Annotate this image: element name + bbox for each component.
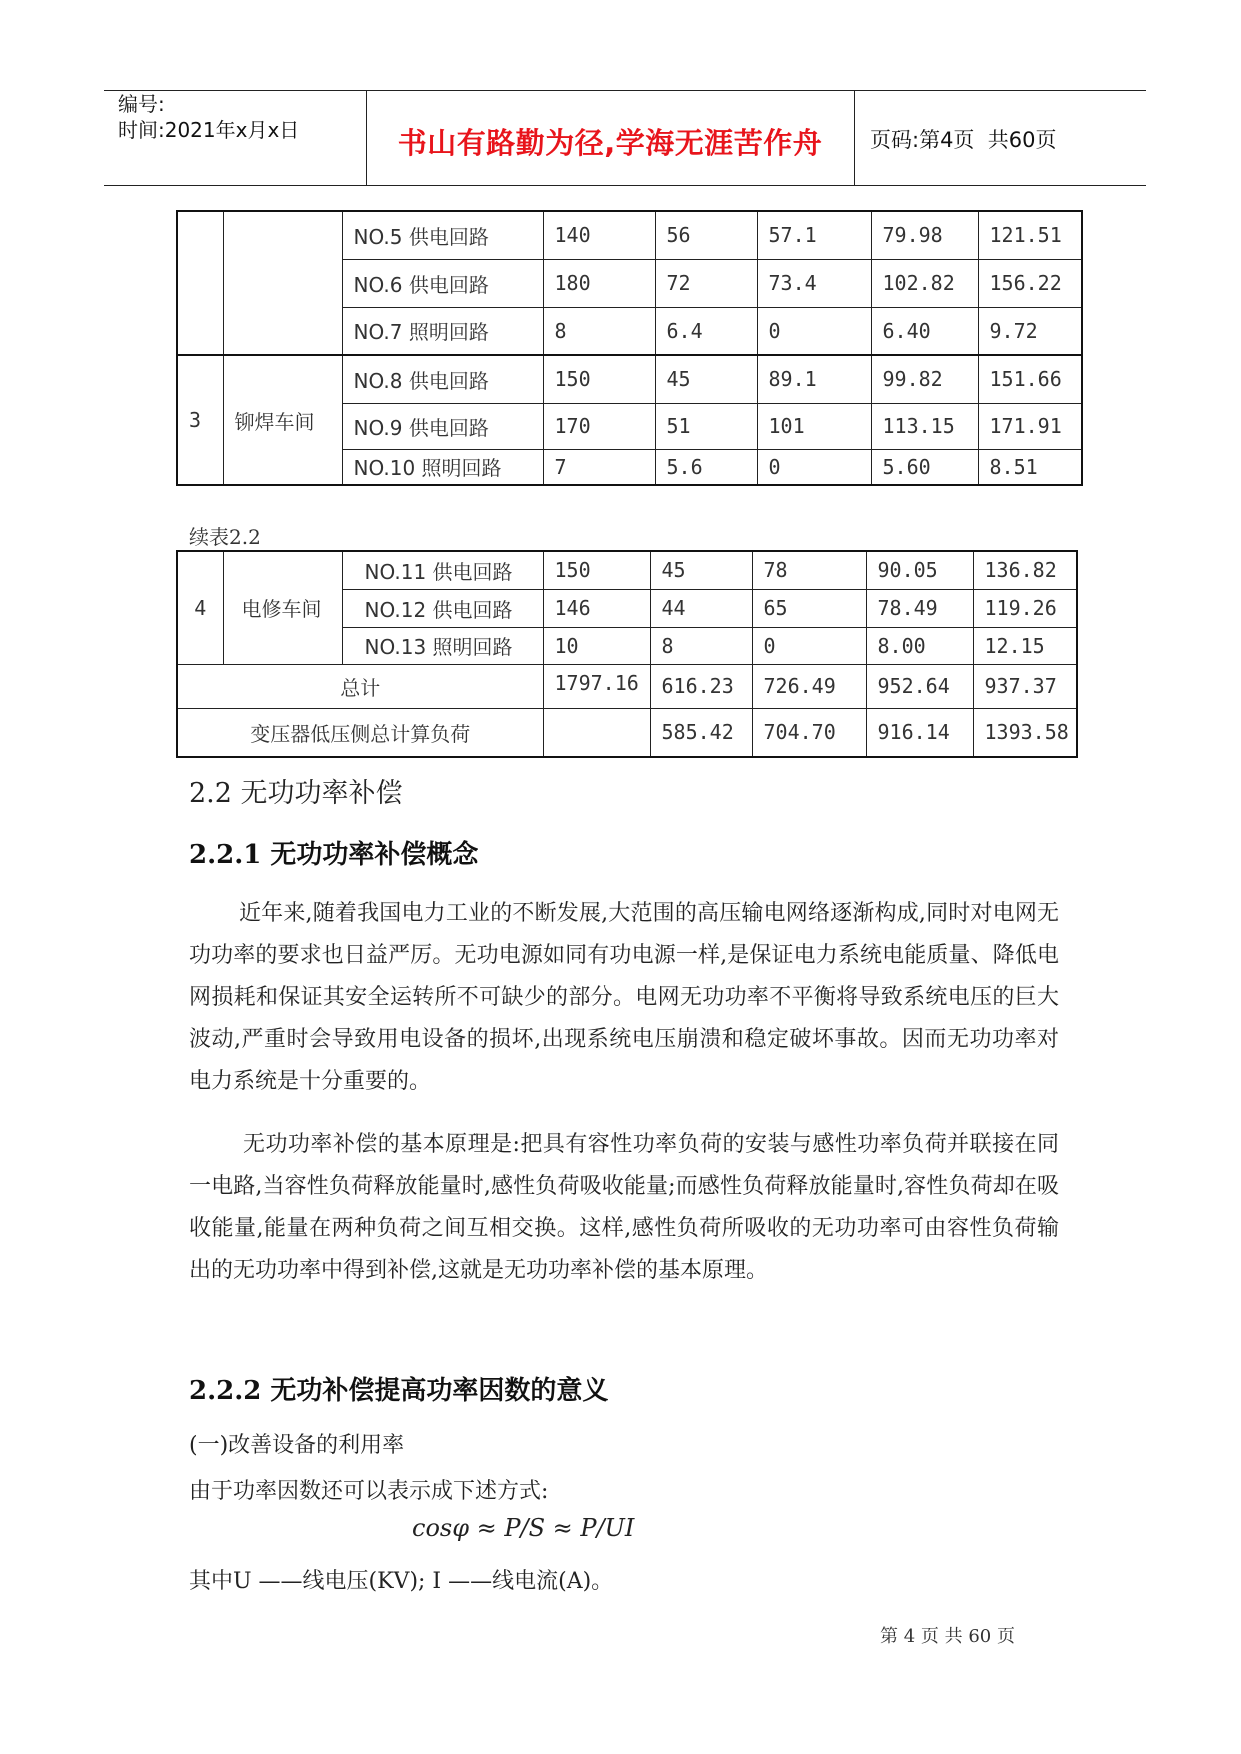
table-cell: 151.66 bbox=[978, 355, 1082, 403]
paragraph-2: 无功功率补偿的基本原理是:把具有容性功率负荷的安装与感性功率负荷并联接在同一电路,当容性负荷释放能量时,感性负荷吸收能量;而感性负荷释放能量时,容性负荷却在吸收能量,能量在两种负荷之间互相交换。这样,感性负荷所吸收的无功功率可由容性负荷输出的无功功率中得到补偿,这就是无功功率补偿的基本原理。 bbox=[189, 1132, 1059, 1283]
table-cell: 150 bbox=[543, 551, 650, 589]
header-meta bbox=[118, 91, 299, 143]
circuit-cell: NO.5 供电回路 bbox=[342, 211, 543, 259]
table-cell: 6.4 bbox=[655, 307, 757, 355]
table-cell: 8.51 bbox=[978, 449, 1082, 485]
table-cell: 79.98 bbox=[871, 211, 978, 259]
table-cell: 102.82 bbox=[871, 259, 978, 307]
circuit-cell: NO.10 照明回路 bbox=[342, 449, 543, 485]
table-cell: 90.05 bbox=[866, 551, 973, 589]
header-motto: 书山有路勤为径,学海无涯苦作舟 bbox=[397, 126, 823, 160]
circuit-cell: NO.13 照明回路 bbox=[342, 627, 543, 664]
table-row bbox=[177, 211, 1082, 259]
table-cell: 170 bbox=[543, 403, 655, 449]
table-cell: 916.14 bbox=[866, 708, 973, 757]
table-cell: 45 bbox=[655, 355, 757, 403]
table-cell bbox=[543, 708, 650, 757]
transformer-row bbox=[177, 708, 1077, 757]
text-line: 其中U ——线电压(KV); I ——线电流(A)。 bbox=[189, 1569, 614, 1594]
table-cell: 616.23 bbox=[650, 664, 752, 708]
table-cell bbox=[177, 211, 223, 355]
table-cell: 51 bbox=[655, 403, 757, 449]
table-cell: 0 bbox=[752, 627, 866, 664]
doc-time-label: 时间:2021年x月x日 bbox=[118, 118, 300, 142]
total-row bbox=[177, 664, 1077, 708]
table-cell: 113.15 bbox=[871, 403, 978, 449]
list-item: (一)改善设备的利用率 bbox=[189, 1433, 405, 1458]
table-cell: 78.49 bbox=[866, 589, 973, 627]
table-row bbox=[177, 551, 1077, 589]
page-header bbox=[104, 90, 1146, 186]
table-cell: 150 bbox=[543, 355, 655, 403]
table-cell: 1797.16 bbox=[543, 664, 650, 708]
table-cell: 704.70 bbox=[752, 708, 866, 757]
circuit-cell: NO.6 供电回路 bbox=[342, 259, 543, 307]
transformer-label: 变压器低压侧总计算负荷 bbox=[177, 708, 543, 757]
table-cell: 0 bbox=[757, 307, 871, 355]
table-cell: 7 bbox=[543, 449, 655, 485]
circuit-cell: NO.12 供电回路 bbox=[342, 589, 543, 627]
subsection-heading: 2.2.1 无功功率补偿概念 bbox=[189, 840, 479, 870]
table-cell: 952.64 bbox=[866, 664, 973, 708]
table-cell: 171.91 bbox=[978, 403, 1082, 449]
header-page-label: 页码:第4页 共60页 bbox=[870, 128, 1057, 152]
page-footer: 第 4 页 共 60 页 bbox=[880, 1626, 1015, 1647]
table-cell: 9.72 bbox=[978, 307, 1082, 355]
table-cell: 12.15 bbox=[973, 627, 1077, 664]
table-cell: 73.4 bbox=[757, 259, 871, 307]
load-table-part1 bbox=[176, 210, 1083, 486]
circuit-cell: NO.7 照明回路 bbox=[342, 307, 543, 355]
table-cell: 57.1 bbox=[757, 211, 871, 259]
index-cell: 3 bbox=[177, 355, 223, 485]
table-cell: 8.00 bbox=[866, 627, 973, 664]
table-caption: 续表2.2 bbox=[189, 525, 261, 549]
formula: cosφ ≈ P/S ≈ P/UI bbox=[412, 1514, 635, 1542]
table-cell: 10 bbox=[543, 627, 650, 664]
table-cell: 8 bbox=[650, 627, 752, 664]
circuit-cell: NO.9 供电回路 bbox=[342, 403, 543, 449]
table-cell: 119.26 bbox=[973, 589, 1077, 627]
table-cell: 5.6 bbox=[655, 449, 757, 485]
table-cell: 99.82 bbox=[871, 355, 978, 403]
index-cell: 4 bbox=[177, 551, 223, 664]
table-cell: 937.37 bbox=[973, 664, 1077, 708]
table-cell: 72 bbox=[655, 259, 757, 307]
text-line: 由于功率因数还可以表示成下述方式: bbox=[189, 1479, 549, 1504]
total-label: 总计 bbox=[177, 664, 543, 708]
table-cell: 101 bbox=[757, 403, 871, 449]
subsection-heading: 2.2.2 无功补偿提高功率因数的意义 bbox=[189, 1376, 609, 1406]
circuit-cell: NO.11 供电回路 bbox=[342, 551, 543, 589]
paragraph-1: 近年来,随着我国电力工业的不断发展,大范围的高压输电网络逐渐构成,同时对电网无功功率的要求也日益严厉。无功电源如同有功电源一样,是保证电力系统电能质量、降低电网损耗和保证其安全运转所不可缺少的部分。电网无功功率不平衡将导致系统电压的巨大波动,严重时会导致用电设备的损坏,出现系统电压崩溃和稳定破坏事故。因而无功功率对电力系统是十分重要的。 bbox=[189, 901, 1059, 1094]
table-cell: 140 bbox=[543, 211, 655, 259]
header-divider bbox=[854, 91, 855, 185]
table-cell: 78 bbox=[752, 551, 866, 589]
table-cell: 121.51 bbox=[978, 211, 1082, 259]
table-cell: 1393.58 bbox=[973, 708, 1077, 757]
doc-number-label: 编号: bbox=[118, 92, 165, 116]
load-table-part2 bbox=[176, 550, 1078, 758]
table-cell: 136.82 bbox=[973, 551, 1077, 589]
table-cell: 146 bbox=[543, 589, 650, 627]
table-cell: 45 bbox=[650, 551, 752, 589]
table-cell bbox=[223, 211, 342, 355]
table-cell: 0 bbox=[757, 449, 871, 485]
table-cell: 56 bbox=[655, 211, 757, 259]
table-cell: 89.1 bbox=[757, 355, 871, 403]
workshop-cell: 电修车间 bbox=[223, 551, 342, 664]
workshop-cell: 铆焊车间 bbox=[223, 355, 342, 485]
section-heading: 2.2 无功功率补偿 bbox=[189, 778, 403, 809]
circuit-cell: NO.8 供电回路 bbox=[342, 355, 543, 403]
table-row bbox=[177, 355, 1082, 403]
table-cell: 44 bbox=[650, 589, 752, 627]
table-cell: 585.42 bbox=[650, 708, 752, 757]
table-cell: 5.60 bbox=[871, 449, 978, 485]
table-cell: 8 bbox=[543, 307, 655, 355]
table-cell: 65 bbox=[752, 589, 866, 627]
table-cell: 180 bbox=[543, 259, 655, 307]
table-cell: 156.22 bbox=[978, 259, 1082, 307]
table-cell: 726.49 bbox=[752, 664, 866, 708]
header-divider bbox=[366, 91, 367, 185]
table-cell: 6.40 bbox=[871, 307, 978, 355]
